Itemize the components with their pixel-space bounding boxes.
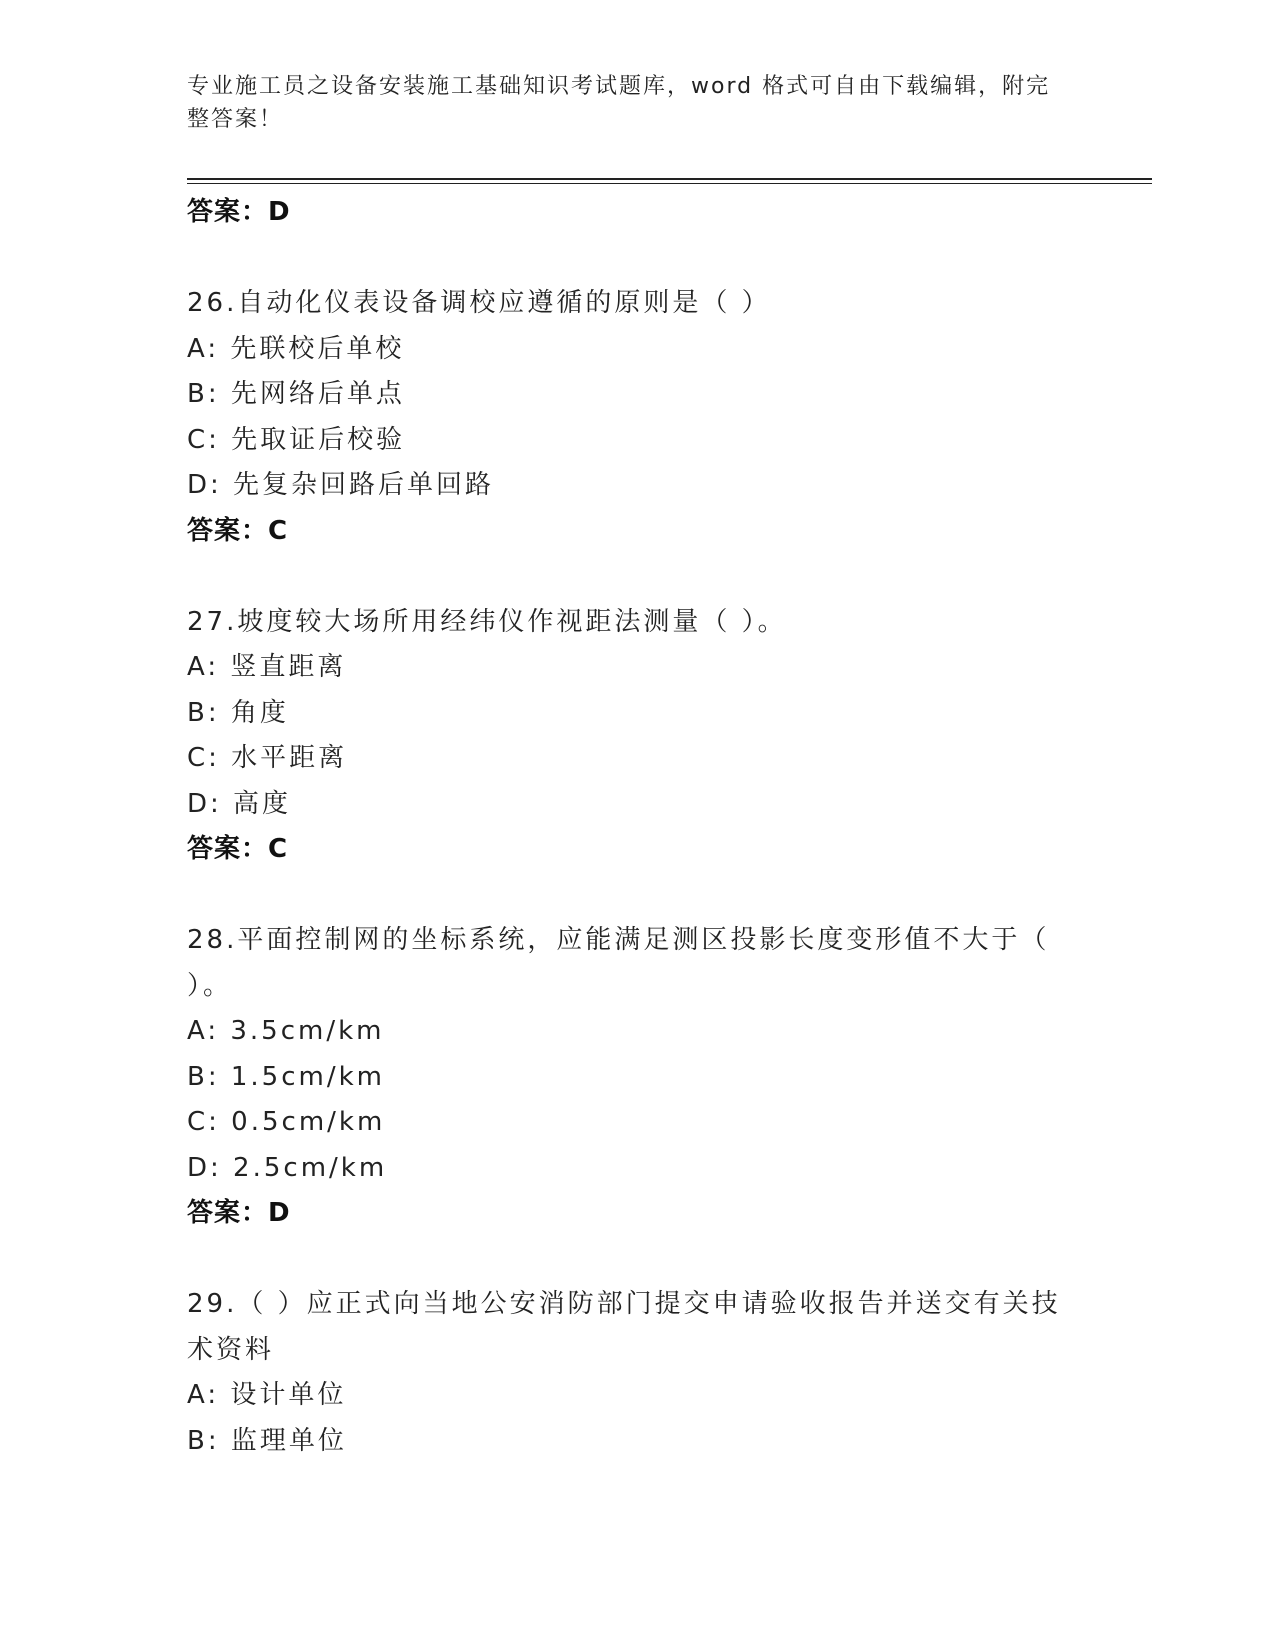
answer-label: 答案： <box>187 515 269 546</box>
header-divider <box>187 178 1152 180</box>
question-28 <box>187 918 1067 1237</box>
answer-value: C <box>268 834 289 864</box>
header-divider-thin <box>187 183 1152 184</box>
question-stem: 29.（ ）应正式向当地公安消防部门提交申请验收报告并送交有关技术资料 <box>187 1289 1061 1365</box>
answer-label: 答案： <box>187 197 269 227</box>
option-c: C: 0.5cm/km <box>187 1107 386 1137</box>
answer-value: D <box>268 1198 291 1228</box>
answer-label: 答案： <box>187 834 269 864</box>
option-a: A: 竖直距离 <box>187 652 347 682</box>
document-header: 专业施工员之设备安装施工基础知识考试题库，word 格式可自由下载编辑，附完整答案！ <box>187 74 1051 132</box>
question-29 <box>187 1282 1067 1464</box>
option-d: D: 高度 <box>187 788 292 819</box>
option-b: B: 1.5cm/km <box>187 1061 385 1092</box>
option-c: C: 水平距离 <box>187 743 348 773</box>
question-stem: 26.自动化仪表设备调校应遵循的原则是（ ） <box>187 288 771 318</box>
option-d: D: 先复杂回路后单回路 <box>187 470 495 500</box>
option-a: A: 先联校后单校 <box>187 333 405 364</box>
answer-line <box>187 190 1067 236</box>
answer-line <box>187 1191 1067 1237</box>
answer-label: 答案： <box>187 1198 269 1228</box>
answer-line <box>187 827 1067 873</box>
option-a: A: 3.5cm/km <box>187 1016 385 1046</box>
option-b: B: 先网络后单点 <box>187 379 405 409</box>
answer-value: C <box>268 515 289 546</box>
question-stem: 28.平面控制网的坐标系统，应能满足测区投影长度变形值不大于（ ）。 <box>187 925 1050 1001</box>
option-d: D: 2.5cm/km <box>187 1152 388 1183</box>
option-a: A: 设计单位 <box>187 1380 347 1410</box>
question-stem: 27.坡度较大场所用经纬仪作视距法测量（ ）。 <box>187 606 787 637</box>
question-27 <box>187 600 1067 873</box>
answer-value: D <box>268 197 291 227</box>
question-26 <box>187 281 1067 554</box>
question-list <box>187 190 1067 1464</box>
option-c: C: 先取证后校验 <box>187 424 406 455</box>
answer-line <box>187 509 1067 555</box>
option-b: B: 监理单位 <box>187 1425 347 1456</box>
option-b: B: 角度 <box>187 697 289 728</box>
